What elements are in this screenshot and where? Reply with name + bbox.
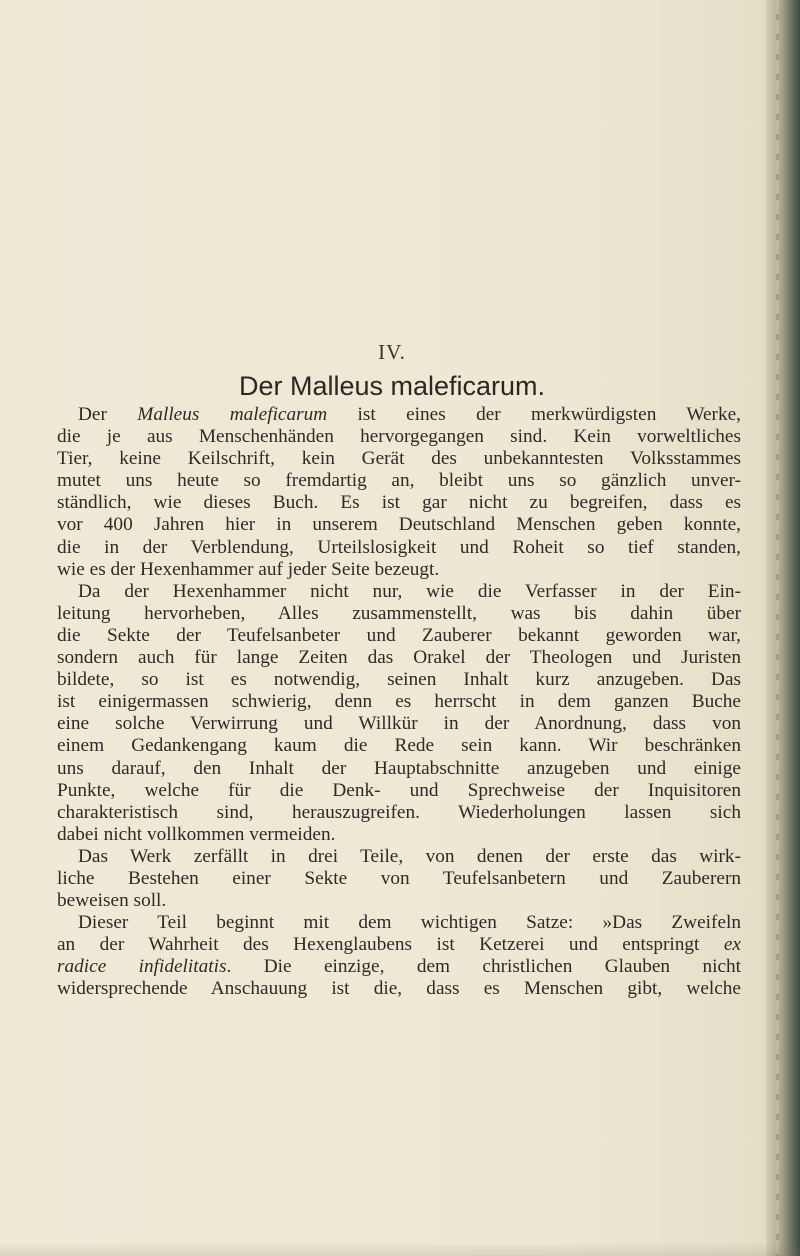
text-line: liche Bestehen einer Sekte von Teufelsanbetern und Zauberern xyxy=(57,867,741,889)
text-line: uns darauf, den Inhalt der Hauptabschnitte anzugeben und einige xyxy=(57,757,741,779)
text-line: radice infidelitatis. Die einzige, dem christlichen Glauben nicht xyxy=(57,956,742,978)
text-line: Dieser Teil beginnt mit dem wichtigen Satze: »Das Zweifeln xyxy=(78,912,741,934)
text-line: eine solche Verwirrung und Willkür in der Anordnung, dass von xyxy=(57,713,741,735)
text-line: sondern auch für lange Zeiten das Orakel der Theologen und Juristen xyxy=(57,647,741,669)
text-line: an der Wahrheit des Hexenglaubens ist Ketzerei und entspringt ex xyxy=(57,934,741,956)
chapter-body-text xyxy=(57,404,741,1001)
text-line: vor 400 Jahren hier in unserem Deutschland Menschen geben konnte, xyxy=(57,514,741,536)
text-line: ständlich, wie dieses Buch. Es ist gar nicht zu begreifen, dass es xyxy=(57,492,741,514)
italic-term: Malleus maleficarum xyxy=(137,404,328,425)
text-line: Tier, keine Keilschrift, kein Gerät des unbekanntesten Volksstammes xyxy=(57,448,741,470)
italic-term: radice infidelitatis xyxy=(57,956,227,978)
italic-term: ex xyxy=(723,934,741,956)
paragraph xyxy=(57,846,741,912)
text-line: ist einigermassen schwierig, denn es herrscht in dem ganzen Buche xyxy=(57,691,741,713)
page-bottom-shade xyxy=(0,1242,800,1256)
text-line: bildete, so ist es notwendig, seinen Inhalt kurz anzugeben. Das xyxy=(57,669,741,691)
text-line: die in der Verblendung, Urteilslosigkeit und Roheit so tief standen, xyxy=(57,536,741,558)
text-line: widersprechende Anschauung ist die, dass es Menschen gibt, welche xyxy=(57,978,741,1000)
text-line: Der Malleus maleficarum ist eines der merkwürdigsten Werke, xyxy=(78,404,741,425)
text-line: die je aus Menschenhänden hervorgegangen sind. Kein vorweltliches xyxy=(57,426,741,448)
text-line: charakteristisch sind, herauszugreifen. Wiederholungen lassen sich xyxy=(57,801,741,823)
paragraph xyxy=(57,404,741,581)
text-line: dabei nicht vollkommen vermeiden. xyxy=(57,823,336,845)
paragraph xyxy=(57,581,741,846)
chapter-title: Der Malleus maleficarum. xyxy=(238,371,546,401)
text-line: einem Gedankengang kaum die Rede sein kann. Wir beschränken xyxy=(57,735,741,757)
text-line: Das Werk zerfällt in drei Teile, von denen der erste das wirk- xyxy=(78,845,741,867)
text-line: mutet uns heute so fremdartig an, bleibt uns so gänzlich unver- xyxy=(57,470,741,492)
text-line: wie es der Hexenhammer auf jeder Seite bezeugt. xyxy=(57,558,440,580)
text-line: leitung hervorheben, Alles zusammenstellt, was bis dahin über xyxy=(57,602,741,624)
chapter-number: IV. xyxy=(378,340,406,364)
text-line: Da der Hexenhammer nicht nur, wie die Verfasser in der Ein- xyxy=(78,580,741,602)
page-edge-shadow xyxy=(766,0,800,1256)
paragraph xyxy=(57,912,741,1000)
text-line: beweisen soll. xyxy=(57,890,167,912)
text-line: Punkte, welche für die Denk- und Sprechweise der Inquisitoren xyxy=(57,779,741,801)
text-line: die Sekte der Teufelsanbeter und Zauberer bekannt geworden war, xyxy=(57,624,741,646)
